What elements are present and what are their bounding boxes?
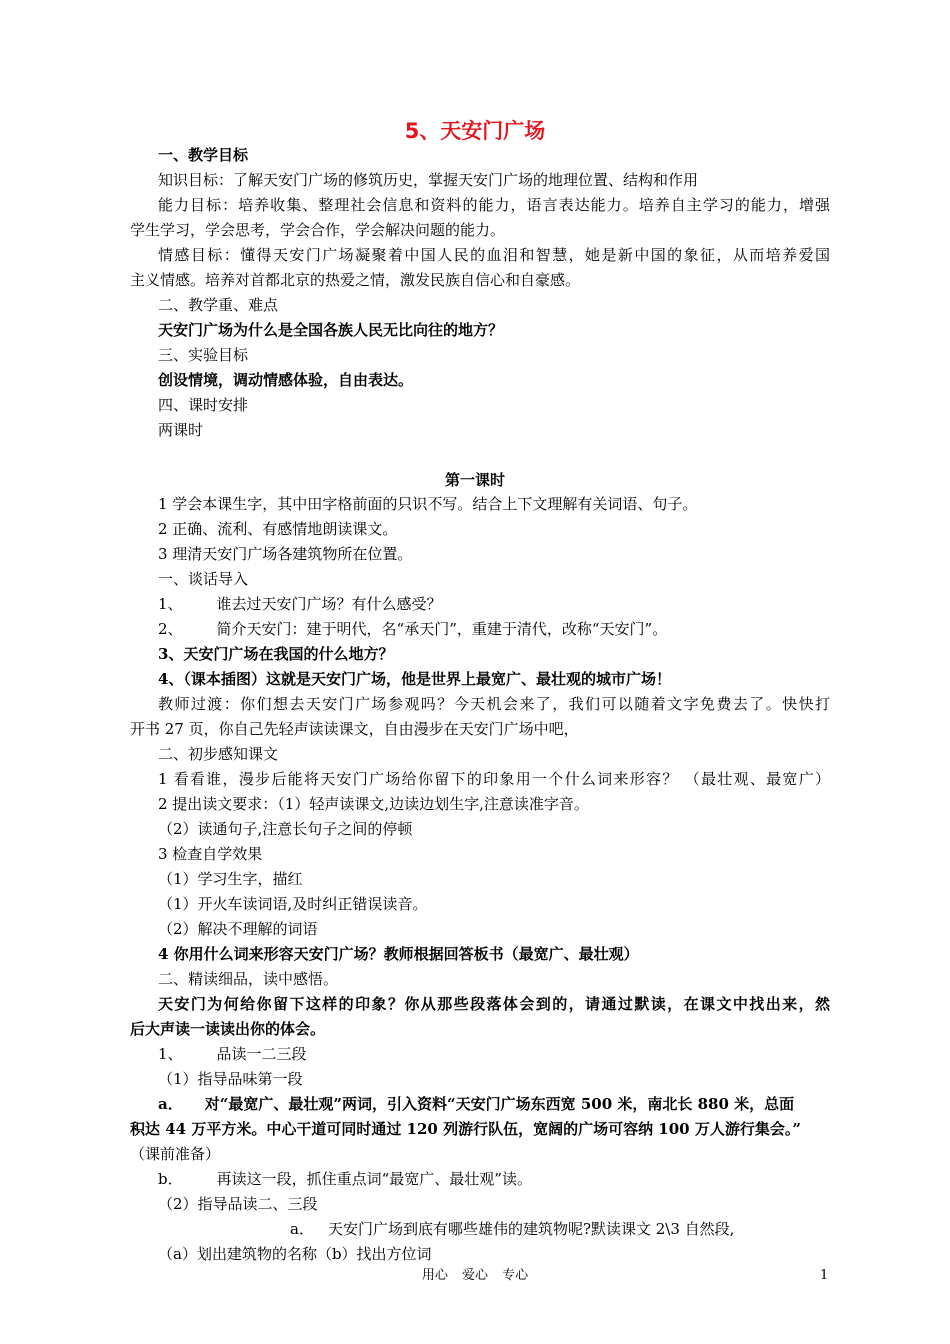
text-line: 开书 27 页，你自己先轻声读读课文，自由漫步在天安门广场中吧， bbox=[130, 720, 579, 738]
text-line: （课前准备） bbox=[130, 1145, 221, 1163]
list-number: b． bbox=[158, 1170, 183, 1188]
list-text: 再读这一段，抓住重点词“最宽广、最壮观”读。 bbox=[216, 1170, 532, 1188]
text-line: 2 正确、流利、有感情地朗读课文。 bbox=[158, 520, 398, 538]
heading-intro: 一、谈话导入 bbox=[158, 570, 249, 588]
text-line-bold: 4、（课本插图）这就是天安门广场，他是世界上最宽广、最壮观的城市广场！ bbox=[158, 670, 671, 688]
list-text: 品读一二三段 bbox=[216, 1045, 307, 1063]
list-number: 1、 bbox=[158, 595, 183, 613]
text-line: 教师过渡：你们想去天安门广场参观吗？今天机会来了，我们可以随着文字免费去了。快快打 bbox=[158, 695, 830, 713]
list-item bbox=[158, 1169, 532, 1189]
list-text: 谁去过天安门广场？有什么感受？ bbox=[216, 595, 442, 613]
text-line-bold: 后大声读一读读出你的体会。 bbox=[130, 1020, 326, 1038]
section-heading-first-lesson: 第一课时 bbox=[444, 471, 505, 489]
list-item bbox=[158, 1094, 794, 1114]
list-item bbox=[158, 619, 667, 639]
list-number: 1、 bbox=[158, 1045, 183, 1063]
text-line: 主义情感。培养对首都北京的热爱之情，激发民族自信心和自豪感。 bbox=[130, 271, 581, 289]
text-line: （2）读通句子,注意长句子之间的停顿 bbox=[158, 820, 413, 838]
page-title: 5、天安门广场 bbox=[404, 119, 546, 143]
text-line: 1 看看谁，漫步后能将天安门广场给你留下的印象用一个什么词来形容？ （最壮观、最宽广） bbox=[158, 770, 830, 788]
text-line: 3 理清天安门广场各建筑物所在位置。 bbox=[158, 545, 413, 563]
text-line: （a）划出建筑物的名称（b）找出方位词 bbox=[158, 1245, 432, 1263]
list-text: 对“最宽广、最壮观”两词，引入资料“天安门广场东西宽 500 米，南北长 880 米，总面 bbox=[204, 1095, 795, 1113]
text-line-bold: 3、天安门广场在我国的什么地方？ bbox=[158, 645, 394, 663]
heading-schedule: 四、课时安排 bbox=[158, 396, 249, 414]
text-line: 1 学会本课生字，其中田字格前面的只识不写。结合上下文理解有关词语、句子。 bbox=[158, 495, 698, 513]
heading-objectives: 一、教学目标 bbox=[158, 146, 249, 164]
heading-first-reading: 二、初步感知课文 bbox=[158, 745, 279, 763]
page-number: 1 bbox=[820, 1268, 829, 1283]
heading-close-reading: 二、精读细品，读中感悟。 bbox=[158, 970, 339, 988]
text-line: 2 提出读文要求：（1）轻声读课文,边读边划生字,注意读准字音。 bbox=[158, 795, 589, 813]
text-line: （2）指导品读二、三段 bbox=[158, 1195, 318, 1213]
text-line-bold: 积达 44 万平方米。中心干道可同时通过 120 列游行队伍，宽阔的广场可容纳 100 万人游行集会。” bbox=[130, 1120, 801, 1138]
text-line-bold: 创设情境，调动情感体验，自由表达。 bbox=[158, 371, 414, 389]
list-text: 天安门广场到底有哪些雄伟的建筑物呢?默读课文 2\3 自然段, bbox=[327, 1220, 735, 1238]
list-item bbox=[158, 594, 442, 614]
list-text: 简介天安门：建于明代，名“承天门”，重建于清代，改称“天安门”。 bbox=[216, 620, 668, 638]
heading-key-points: 二、教学重、难点 bbox=[158, 296, 279, 314]
text-line-bold: 天安门为何给你留下这样的印象？你从那些段落体会到的，请通过默读，在课文中找出来，然 bbox=[158, 995, 830, 1013]
text-line: 知识目标：了解天安门广场的修筑历史，掌握天安门广场的地理位置、结构和作用 bbox=[158, 171, 699, 189]
text-line: 3 检查自学效果 bbox=[158, 845, 263, 863]
list-number: 2、 bbox=[158, 620, 183, 638]
list-item bbox=[158, 1044, 307, 1064]
text-line-bold: 天安门广场为什么是全国各族人民无比向往的地方？ bbox=[158, 321, 504, 339]
heading-experiment-goals: 三、实验目标 bbox=[158, 346, 249, 364]
text-line: （1）指导品味第一段 bbox=[158, 1070, 303, 1088]
text-line: 能力目标：培养收集、整理社会信息和资料的能力，语言表达能力。培养自主学习的能力，增强 bbox=[158, 196, 830, 214]
text-line: 两课时 bbox=[158, 421, 204, 439]
list-item bbox=[290, 1219, 734, 1239]
text-line: 学生学习，学会思考，学会合作，学会解决问题的能力。 bbox=[130, 221, 506, 239]
text-line-bold: 4 你用什么词来形容天安门广场？教师根据回答板书（最宽广、最壮观） bbox=[158, 945, 639, 963]
list-number: a． bbox=[290, 1220, 314, 1238]
text-line: （1）开火车读词语,及时纠正错误读音。 bbox=[158, 895, 428, 913]
page-footer: 用心 爱心 专心 bbox=[421, 1268, 529, 1283]
text-line: （2）解决不理解的词语 bbox=[158, 920, 318, 938]
list-number: a． bbox=[158, 1095, 183, 1113]
text-line: （1）学习生字，描红 bbox=[158, 870, 303, 888]
text-line: 情感目标：懂得天安门广场凝聚着中国人民的血泪和智慧，她是新中国的象征，从而培养爱国 bbox=[158, 246, 830, 264]
